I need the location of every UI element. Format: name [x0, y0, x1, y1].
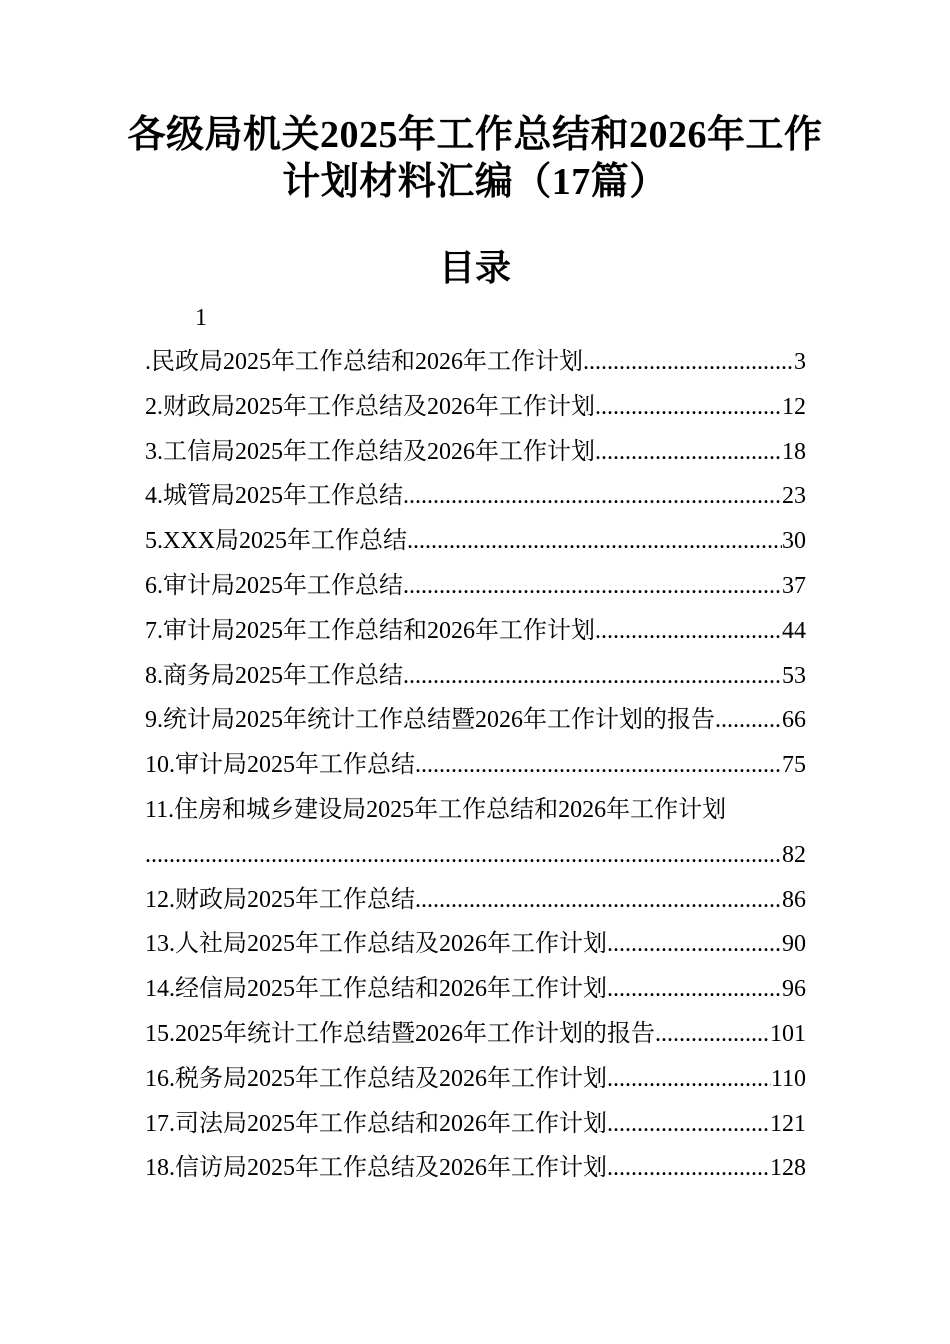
toc-entry-label: 10.审计局2025年工作总结: [145, 752, 415, 779]
toc-entry-page: 101: [770, 1020, 806, 1047]
toc-entry-label: 8.商务局2025年工作总结: [145, 662, 403, 689]
toc-entry-page: 30: [782, 528, 806, 555]
toc-entry[interactable]: [145, 654, 806, 699]
toc-entry-page: 96: [782, 976, 806, 1003]
toc-lead-number: 1: [195, 305, 207, 331]
toc-entry-label: 7.审计局2025年工作总结和2026年工作计划: [145, 617, 595, 644]
toc-entry-page: 12: [782, 393, 806, 420]
toc-entry-page: 75: [782, 752, 806, 779]
toc-entry-leader: [595, 385, 782, 430]
toc-entry-label: 14.经信局2025年工作总结和2026年工作计划: [145, 976, 607, 1003]
toc-entry-continuation: [145, 833, 806, 878]
toc-entry-label: 5.XXX局2025年工作总结: [145, 528, 407, 555]
toc-entry-page: 82: [782, 841, 806, 868]
toc-entry-page: 37: [782, 572, 806, 599]
toc-entry[interactable]: [145, 967, 806, 1012]
toc-entry-leader: [607, 922, 782, 967]
toc-entry-label: 12.财政局2025年工作总结: [145, 886, 415, 913]
toc-entry-leader: [145, 833, 782, 878]
toc-entry[interactable]: [145, 698, 806, 743]
toc-entry-label: 9.统计局2025年统计工作总结暨2026年工作计划的报告: [145, 707, 715, 734]
toc-entry-leader: [655, 1012, 770, 1057]
table-of-contents: [145, 340, 806, 1191]
toc-entry-label: 18.信访局2025年工作总结及2026年工作计划: [145, 1155, 607, 1182]
toc-entry-label: 15.2025年统计工作总结暨2026年工作计划的报告: [145, 1020, 655, 1047]
toc-entry-leader: [415, 743, 782, 788]
toc-entry-leader: [595, 430, 782, 475]
toc-entry-page: 121: [770, 1110, 806, 1137]
toc-entry-page: 90: [782, 931, 806, 958]
toc-entry-leader: [607, 1146, 770, 1191]
toc-heading: 目录: [438, 248, 511, 288]
toc-entry-leader: [403, 654, 782, 699]
toc-entry[interactable]: [145, 1146, 806, 1191]
toc-entry-page: 44: [782, 617, 806, 644]
toc-entry-label: 2.财政局2025年工作总结及2026年工作计划: [145, 393, 595, 420]
toc-entry-leader: [415, 878, 782, 923]
toc-entry[interactable]: [145, 430, 806, 475]
toc-entry-label: 13.人社局2025年工作总结及2026年工作计划: [145, 931, 607, 958]
toc-entry-leader: [403, 564, 782, 609]
toc-entry[interactable]: [145, 519, 806, 564]
toc-entry[interactable]: [145, 788, 806, 878]
document-title-line-1: 各级局机关2025年工作总结和2026年工作: [127, 114, 823, 156]
toc-entry-leader: [403, 474, 782, 519]
toc-entry-page: 110: [770, 1065, 806, 1092]
toc-entry-page: 53: [782, 662, 806, 689]
toc-entry-label: .民政局2025年工作总结和2026年工作计划: [145, 349, 583, 375]
toc-entry-label: 16.税务局2025年工作总结及2026年工作计划: [145, 1065, 607, 1092]
toc-entry[interactable]: [145, 922, 806, 967]
toc-entry[interactable]: [145, 878, 806, 923]
toc-entry-label: 17.司法局2025年工作总结和2026年工作计划: [145, 1110, 607, 1137]
toc-entry[interactable]: [145, 1012, 806, 1057]
toc-entry-leader: [595, 609, 782, 654]
toc-entry[interactable]: [145, 1057, 806, 1102]
document-title: [120, 112, 830, 206]
toc-entry[interactable]: [145, 474, 806, 519]
toc-entry-page: 3: [794, 349, 806, 375]
toc-entry-leader: [583, 340, 794, 385]
document-title-line-2: 计划材料汇编（17篇）: [282, 161, 668, 203]
toc-entry-leader: [607, 1102, 770, 1147]
toc-entry-label: 4.城管局2025年工作总结: [145, 483, 403, 510]
toc-entry[interactable]: [145, 1102, 806, 1147]
toc-entry[interactable]: [145, 743, 806, 788]
toc-entry[interactable]: [145, 609, 806, 654]
toc-entry-page: 23: [782, 483, 806, 510]
toc-entry-leader: [607, 967, 782, 1012]
toc-entry-label: 3.工信局2025年工作总结及2026年工作计划: [145, 438, 595, 465]
toc-entry-label: 6.审计局2025年工作总结: [145, 572, 403, 599]
toc-entry-label: 11.住房和城乡建设局2025年工作总结和2026年工作计划: [145, 796, 727, 823]
toc-entry[interactable]: [145, 564, 806, 609]
toc-entry-page: 128: [770, 1155, 806, 1182]
toc-entry-leader: [715, 698, 782, 743]
toc-entry-page: 66: [782, 707, 806, 734]
toc-entry-page: 86: [782, 886, 806, 913]
toc-entry-leader: [407, 519, 782, 564]
toc-entry-leader: [607, 1057, 771, 1102]
toc-entry[interactable]: [145, 340, 806, 385]
toc-entry[interactable]: [145, 385, 806, 430]
toc-entry-page: 18: [782, 438, 806, 465]
